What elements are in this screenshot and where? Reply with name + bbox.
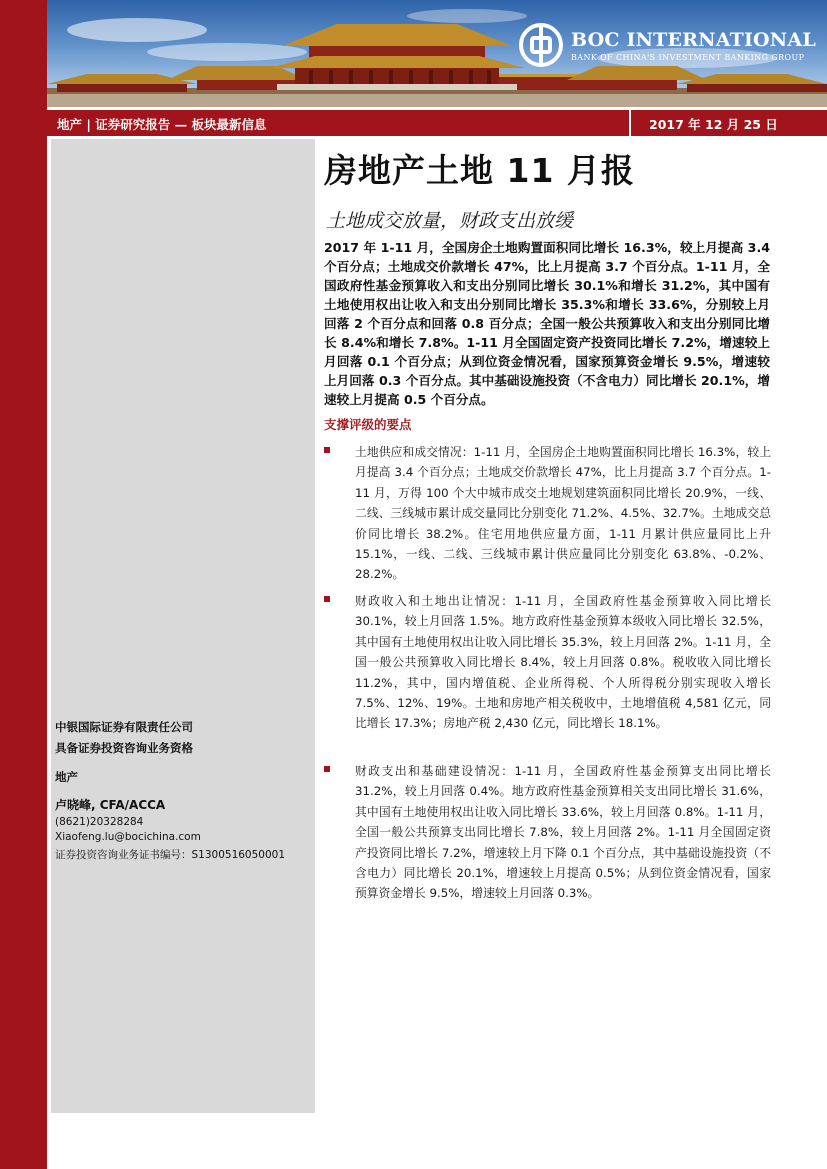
bullet-square-icon	[324, 766, 330, 772]
analyst-name: 卢晓峰, CFA/ACCA	[55, 798, 166, 812]
report-date-cell	[629, 110, 827, 136]
report-category: 地产 | 证券研究报告 — 板块最新信息	[57, 117, 267, 132]
bullet-text: 财政收入和土地出让情况：1-11 月，全国政府性基金预算收入同比增长 30.1%，较上月回落 1.5%。地方政府性基金预算本级收入同比增长 32.5%，其中国有土地使用权出让收入同比增长 35.3%，较上月回落 2%。1-11 月，全国一般公共预算收入同比增长 8.4%，较上月回落 0.8%。税收收入同比增长 11.2%，其中，国内增值税、企业所得税、个人所得税分别实现收入增长 7.5%、12%、19%。土地和房地产相关税收中，土地增值税 4,581 亿元，同比增长 17.3%；房地产税 2,430 亿元，同比增长 18.1%。	[355, 594, 771, 731]
sector-label: 地产	[55, 770, 78, 784]
header-banner	[47, 0, 827, 107]
report-date: 2017 年 12 月 25 日	[649, 117, 778, 132]
report-title: 房地产土地 11 月报	[324, 151, 635, 190]
analyst-email[interactable]: Xiaofeng.lu@bocichina.com	[55, 831, 201, 843]
report-summary: 2017 年 1-11 月，全国房企土地购置面积同比增长 16.3%，较上月提高 3.4 个百分点；土地成交价款增长 47%，比上月提高 3.7 个百分点。1-11 月，全国政府性基金预算收入和支出分别同比增长 30.1%和增长 31.2%，其中国有土地使用权出让收入和支出分别同比增长 35.3%和增长 33.6%，分别较上月回落 2 个百分点和回落 0.8 百分点；全国一般公共预算收入和支出分别同比增长 8.4%和增长 7.8%。1-11 月全国固定资产投资同比增长 7.2%，增速较上月回落 0.1 个百分点；从到位资金情况看，国家预算资金增长 9.5%，增速较上月回落 0.3 个百分点。其中基础设施投资（不含电力）同比增长 20.1%，增速较上月提高 0.5 个百分点。	[324, 240, 770, 407]
bullet-text: 土地供应和成交情况：1-11 月，全国房企土地购置面积同比增长 16.3%，较上月提高 3.4 个百分点；土地成交价款增长 47%，比上月提高 3.7 个百分点。1-11 月，万得 100 个大中城市成交土地规划建筑面积同比增长 20.9%，一线、二线、三线城市累计成交量同比分别变化 71.2%、4.5%、32.7%。土地成交总价同比增长 38.2%。住宅用地供应量方面，1-11 月累计供应量同比上升 15.1%，一线、二线、三线城市累计供应量同比分别变化 63.8%、-0.2%、28.2%。	[355, 445, 771, 582]
bullet-square-icon	[324, 596, 330, 602]
company-qualification: 具备证券投资咨询业务资格	[55, 741, 193, 755]
report-subtitle: 土地成交放量，财政支出放缓	[326, 210, 574, 232]
bullet-square-icon	[324, 447, 330, 453]
analyst-sidebar	[51, 139, 315, 1113]
brand-name: BOC INTERNATIONAL	[571, 28, 816, 51]
company-name: 中银国际证券有限责任公司	[55, 720, 193, 734]
boc-logo	[519, 19, 816, 71]
report-info-bar	[47, 110, 827, 136]
analyst-phone: (8621)20328284	[55, 816, 144, 828]
left-accent-bar	[0, 0, 47, 1169]
boc-logo-icon	[519, 23, 563, 67]
analyst-license: 证券投资咨询业务证书编号：S1300516050001	[55, 849, 286, 861]
brand-tagline: BANK OF CHINA'S INVESTMENT BANKING GROUP	[571, 52, 805, 62]
section-title: 支撑评级的要点	[324, 417, 412, 432]
bullet-text: 财政支出和基础建设情况：1-11 月，全国政府性基金预算支出同比增长 31.2%，较上月回落 0.4%。地方政府性基金预算相关支出同比增长 31.6%，其中国有土地使用权出让收入同比增长 33.6%，较上月回落 0.8%。1-11 月，全国一般公共预算支出同比增长 7.8%，较上月回落 2%。1-11 月全国固定资产投资同比增长 7.2%，增速较上月下降 0.1 个百分点，其中基础设施投资（不含电力）同比增长 20.1%，增速较上月提高 0.5%；从到位资金情况看，国家预算资金增长 9.5%，增速较上月回落 0.3%。	[355, 764, 771, 901]
